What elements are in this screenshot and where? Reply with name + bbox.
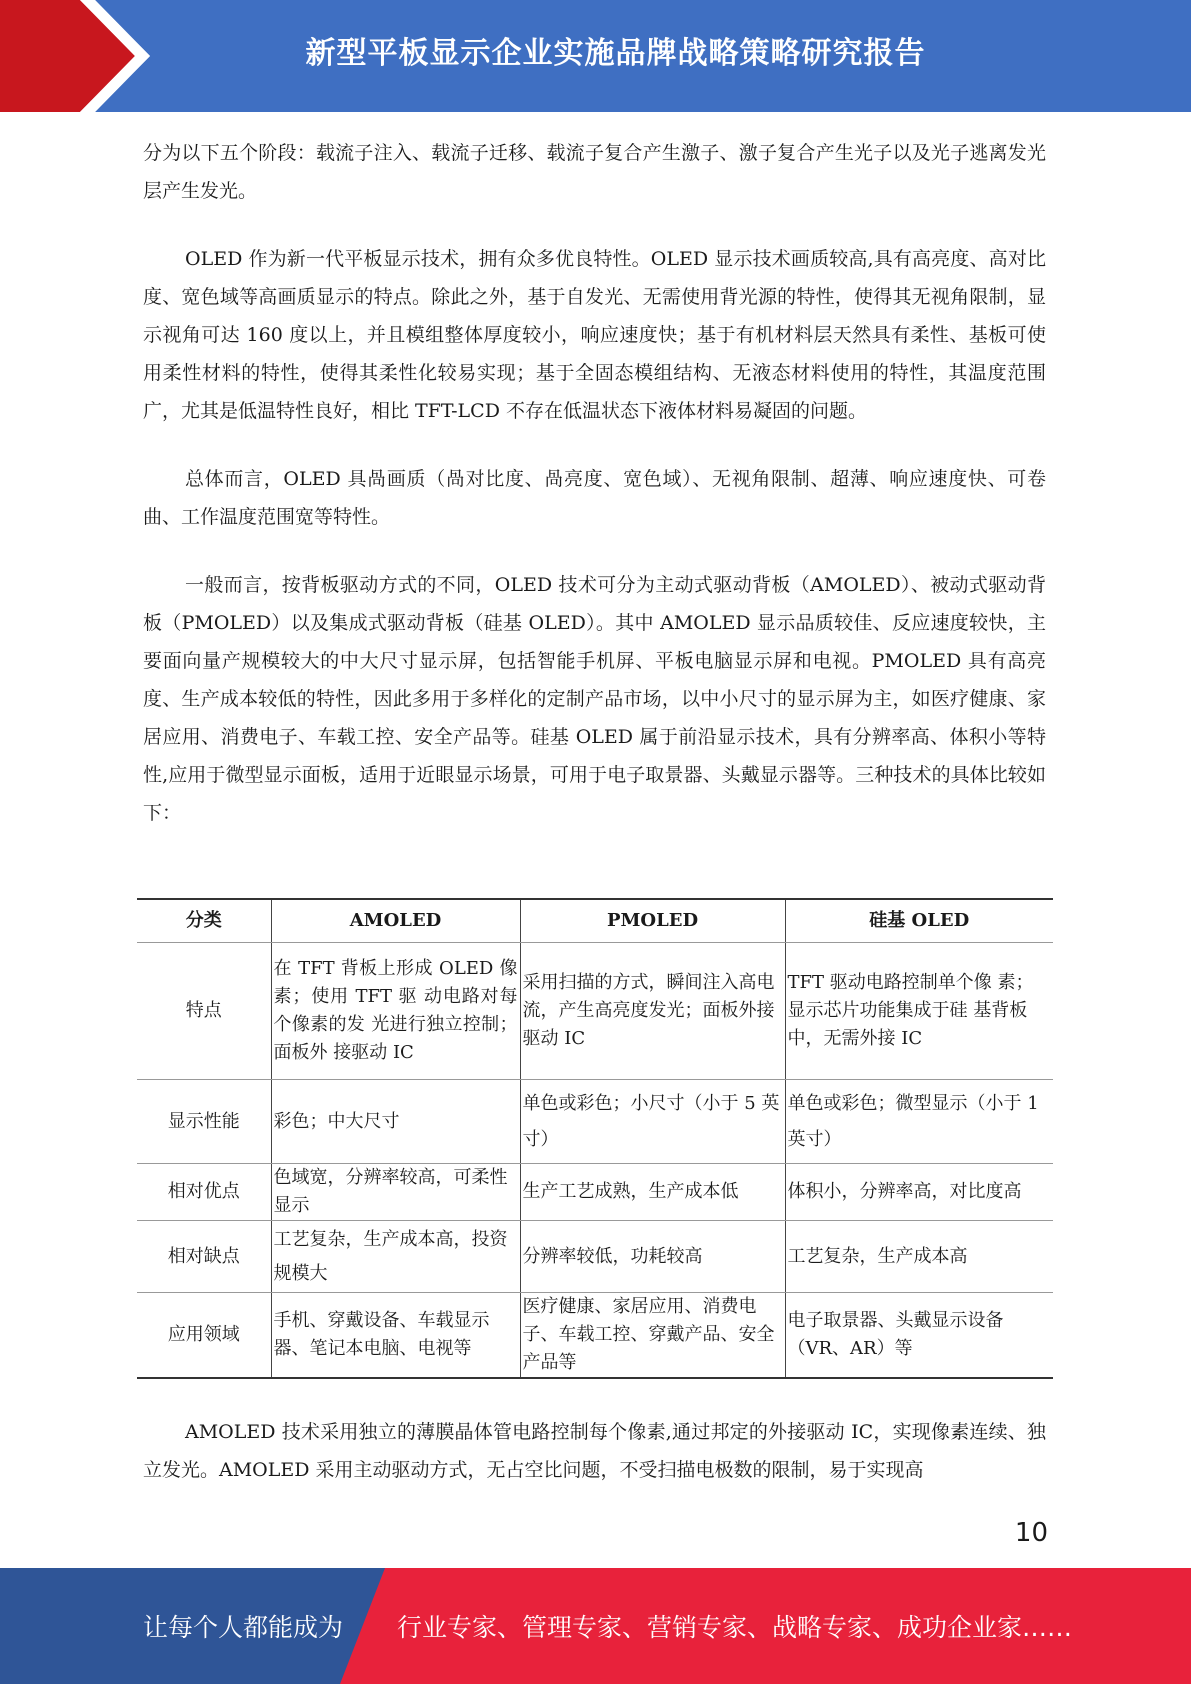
table-cell-category: 相对优点 (137, 1164, 271, 1221)
table-cell: 生产工艺成熟，生产成本低 (520, 1164, 785, 1221)
paragraph-1: 分为以下五个阶段：载流子注入、载流子迁移、载流子复合产生激子、激子复合产生光子以及光子逃离发光层产生发光。 (143, 142, 1046, 202)
table-cell: 医疗健康、家居应用、消费电子、车载工控、穿戴产品、安全产品等 (520, 1293, 785, 1379)
table-header-cell: PMOLED (520, 899, 785, 943)
table-row (137, 1080, 1053, 1164)
table-cell: TFT 驱动电路控制单个像 素；显示芯片功能集成于硅 基背板中，无需外接 IC (785, 943, 1053, 1080)
table-cell-category: 显示性能 (137, 1080, 271, 1164)
table-row (137, 943, 1053, 1080)
body-text (143, 134, 1046, 832)
table-cell: 分辨率较低，功耗较高 (520, 1221, 785, 1293)
table-cell: 工艺复杂，生产成本高，投资规模大 (271, 1221, 520, 1293)
table-cell: 采用扫描的方式，瞬间注入高电流，产生高亮度发光；面板外接驱动 IC (520, 943, 785, 1080)
table-header-cell: 分类 (137, 899, 271, 943)
table-cell-category: 特点 (137, 943, 271, 1080)
page-footer (0, 1568, 1191, 1684)
table-cell: 色域宽，分辨率较高，可柔性显示 (271, 1164, 520, 1221)
table-cell: 工艺复杂，生产成本高 (785, 1221, 1053, 1293)
table-cell: 彩色；中大尺寸 (271, 1080, 520, 1164)
table-header-row (137, 899, 1053, 943)
report-title: 新型平板显示企业实施品牌战略策略研究报告 (305, 36, 926, 71)
table-cell: 在 TFT 背板上形成 OLED 像素；使用 TFT 驱 动电路对每个像素的发 光进行独立控制；面板外 接驱动 IC (271, 943, 520, 1080)
page-header (0, 0, 1191, 112)
table-cell: 电子取景器、头戴显示设备（VR、AR）等 (785, 1293, 1053, 1379)
table-cell: 单色或彩色；微型显示（小于 1 英寸） (785, 1080, 1053, 1164)
table-header-cell: AMOLED (271, 899, 520, 943)
comparison-table (137, 898, 1053, 1379)
footer-slogan-right: 行业专家、管理专家、营销专家、战略专家、成功企业家…… (397, 1613, 1073, 1642)
table-cell: 单色或彩色；小尺寸（小于 5 英寸） (520, 1080, 785, 1164)
footer-slogan-left: 让每个人都能成为 (143, 1613, 344, 1642)
table-cell: 手机、穿戴设备、车载显示器、笔记本电脑、电视等 (271, 1293, 520, 1379)
table-cell-category: 相对缺点 (137, 1221, 271, 1293)
page-number: 10 (1014, 1518, 1048, 1548)
table-row (137, 1293, 1053, 1379)
paragraph-5: AMOLED 技术采用独立的薄膜晶体管电路控制每个像素,通过邦定的外接驱动 IC，实现像素连续、独立发光。AMOLED 采用主动驱动方式，无占空比问题，不受扫描电极数的限制，易于实现高 (143, 1421, 1046, 1481)
body-text-continued (143, 1413, 1046, 1489)
paragraph-2: OLED 作为新一代平板显示技术，拥有众多优良特性。OLED 显示技术画质较高,具有高亮度、高对比度、宽色域等高画质显示的特点。除此之外，基于自发光、无需使用背光源的特性，使得其无视角限制，显示视角可达 160 度以上，并且模组整体厚度较小，响应速度快；基于有机材料层天然具有柔性、基板可使用柔性材料的特性，使得其柔性化较易实现；基于全固态模组结构、无液态材料使用的特性，其温度范围广，尤其是低温特性良好，相比 TFT-LCD 不存在低温状态下液体材料易凝固的问题。 (143, 248, 1046, 422)
table-header-cell: 硅基 OLED (785, 899, 1053, 943)
table-cell: 体积小，分辨率高，对比度高 (785, 1164, 1053, 1221)
paragraph-3: 总体而言，OLED 具咼画质（咼对比度、咼亮度、宽色域）、无视角限制、超薄、响应速度快、可卷曲、工作温度范围宽等特性。 (143, 468, 1046, 528)
table-row (137, 1221, 1053, 1293)
paragraph-4: 一般而言，按背板驱动方式的不同，OLED 技术可分为主动式驱动背板（AMOLED）、被动式驱动背板（PMOLED）以及集成式驱动背板（硅基 OLED）。其中 AMOLED 显示品质较佳、反应速度较快，主要面向量产规模较大的中大尺寸显示屏，包括智能手机屏、平板电脑显示屏和电视。PMOLED 具有高亮度、生产成本较低的特性，因此多用于多样化的定制产品市场，以中小尺寸的显示屏为主，如医疗健康、家居应用、消费电子、车载工控、安全产品等。硅基 OLED 属于前沿显示技术，具有分辨率高、体积小等特性,应用于微型显示面板，适用于近眼显示场景，可用于电子取景器、头戴显示器等。三种技术的具体比较如下： (143, 574, 1046, 824)
table-cell-category: 应用领域 (137, 1293, 271, 1379)
table-row (137, 1164, 1053, 1221)
